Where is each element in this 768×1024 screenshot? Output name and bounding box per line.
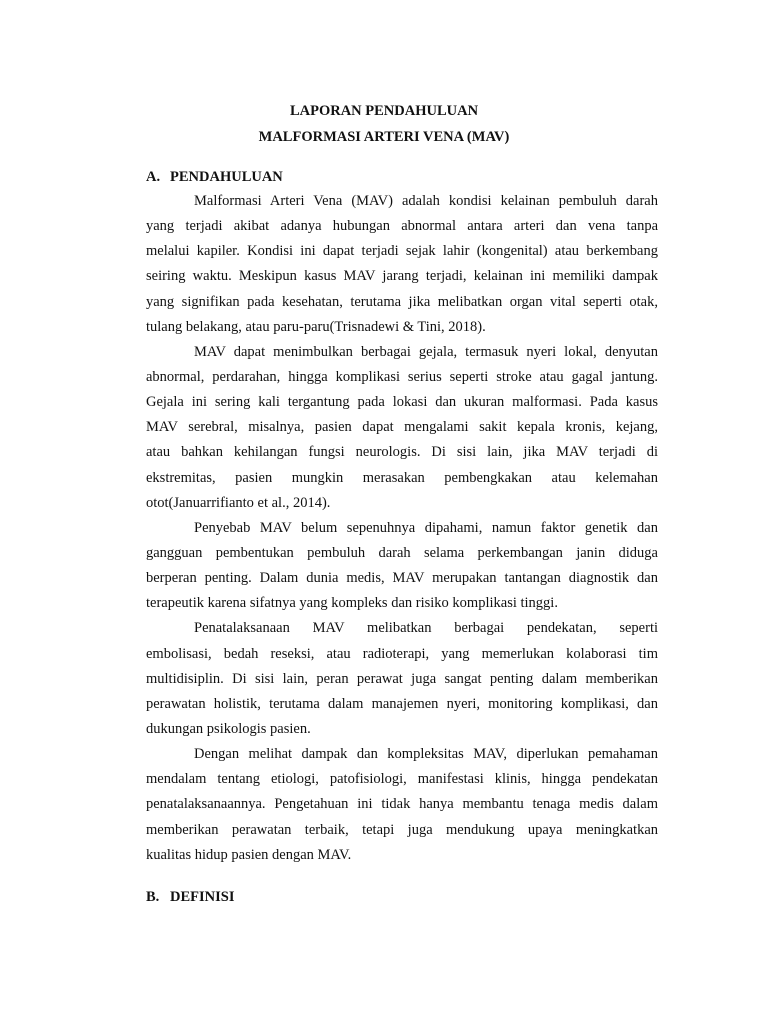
paragraph-line: melalui kapiler. Kondisi ini dapat terjadi sejak lahir (kongenital) atau berkembang bbox=[146, 243, 658, 260]
paragraph-line: Dengan melihat dampak dan kompleksitas MAV, diperlukan pemahaman bbox=[194, 746, 658, 763]
section-heading-pendahuluan bbox=[146, 168, 283, 186]
paragraph-line: seiring waktu. Meskipun kasus MAV jarang terjadi, kelainan ini memiliki dampak bbox=[146, 268, 658, 285]
section-heading-definisi bbox=[146, 888, 234, 906]
paragraph-line: tulang belakang, atau paru-paru(Trisnadewi & Tini, 2018). bbox=[146, 318, 486, 335]
section-number: A. bbox=[146, 169, 161, 185]
document-title: LAPORAN PENDAHULUAN bbox=[289, 103, 479, 119]
paragraph-line: perawatan holistik, terutama dalam manajemen nyeri, monitoring komplikasi, dan bbox=[146, 695, 658, 712]
paragraph-line: atau bahkan kehilangan fungsi neurologis. Di sisi lain, jika MAV terjadi di bbox=[146, 444, 658, 461]
paragraph-line: Malformasi Arteri Vena (MAV) adalah kondisi kelainan pembuluh darah bbox=[194, 193, 658, 209]
paragraph-line: memberikan perawatan terbaik, tetapi juga mendukung upaya meningkatkan bbox=[146, 821, 658, 838]
paragraph-line: terapeutik karena sifatnya yang kompleks dan risiko komplikasi tinggi. bbox=[146, 595, 558, 612]
paragraph-line: yang terjadi akibat adanya hubungan abnormal antara arteri dan vena tanpa bbox=[146, 218, 658, 235]
paragraph-line: Gejala ini sering kali tergantung pada lokasi dan ukuran malformasi. Pada kasus bbox=[146, 394, 658, 411]
paragraph-line: Penatalaksanaan MAV melibatkan berbagai pendekatan, seperti bbox=[194, 620, 658, 637]
section-number: B. bbox=[146, 889, 160, 905]
paragraph-line: kualitas hidup pasien dengan MAV. bbox=[146, 846, 352, 863]
paragraph-line: abnormal, perdarahan, hingga komplikasi serius seperti stroke atau gagal jantung. bbox=[146, 368, 658, 385]
paragraph-line: otot(Januarrifianto et al., 2014). bbox=[146, 494, 331, 511]
paragraph-line: dukungan psikologis pasien. bbox=[146, 720, 311, 737]
paragraph-line: berperan penting. Dalam dunia medis, MAV merupakan tantangan diagnostik dan bbox=[146, 570, 658, 587]
document-subtitle: MALFORMASI ARTERI VENA (MAV) bbox=[258, 129, 510, 145]
paragraph-line: embolisasi, bedah reseksi, atau radioterapi, yang memerlukan kolaborasi tim bbox=[146, 645, 658, 662]
section-title: DEFINISI bbox=[170, 889, 235, 905]
paragraph-line: ekstremitas, pasien mungkin merasakan pembengkakan atau kelemahan bbox=[146, 469, 658, 486]
paragraph-line: Penyebab MAV belum sepenuhnya dipahami, namun faktor genetik dan bbox=[194, 519, 658, 536]
section-title: PENDAHULUAN bbox=[170, 169, 283, 185]
paragraph-line: MAV dapat menimbulkan berbagai gejala, termasuk nyeri lokal, denyutan bbox=[194, 343, 658, 360]
paragraph-line: penatalaksanaannya. Pengetahuan ini tidak hanya membantu tenaga medis dalam bbox=[146, 796, 658, 813]
paragraph-line: mendalam tentang etiologi, patofisiologi, manifestasi klinis, hingga pendekatan bbox=[146, 771, 658, 788]
paragraph-line: gangguan pembentukan pembuluh darah selama perkembangan janin diduga bbox=[146, 544, 658, 561]
paragraph-line: MAV serebral, misalnya, pasien dapat mengalami sakit kepala kronis, kejang, bbox=[146, 419, 658, 436]
section-body-pendahuluan bbox=[146, 189, 658, 868]
paragraph-line: multidisiplin. Di sisi lain, peran perawat juga sangat penting dalam memberikan bbox=[146, 670, 658, 687]
paragraph-line: yang signifikan pada kesehatan, terutama jika melibatkan organ vital seperti otak, bbox=[146, 293, 658, 310]
